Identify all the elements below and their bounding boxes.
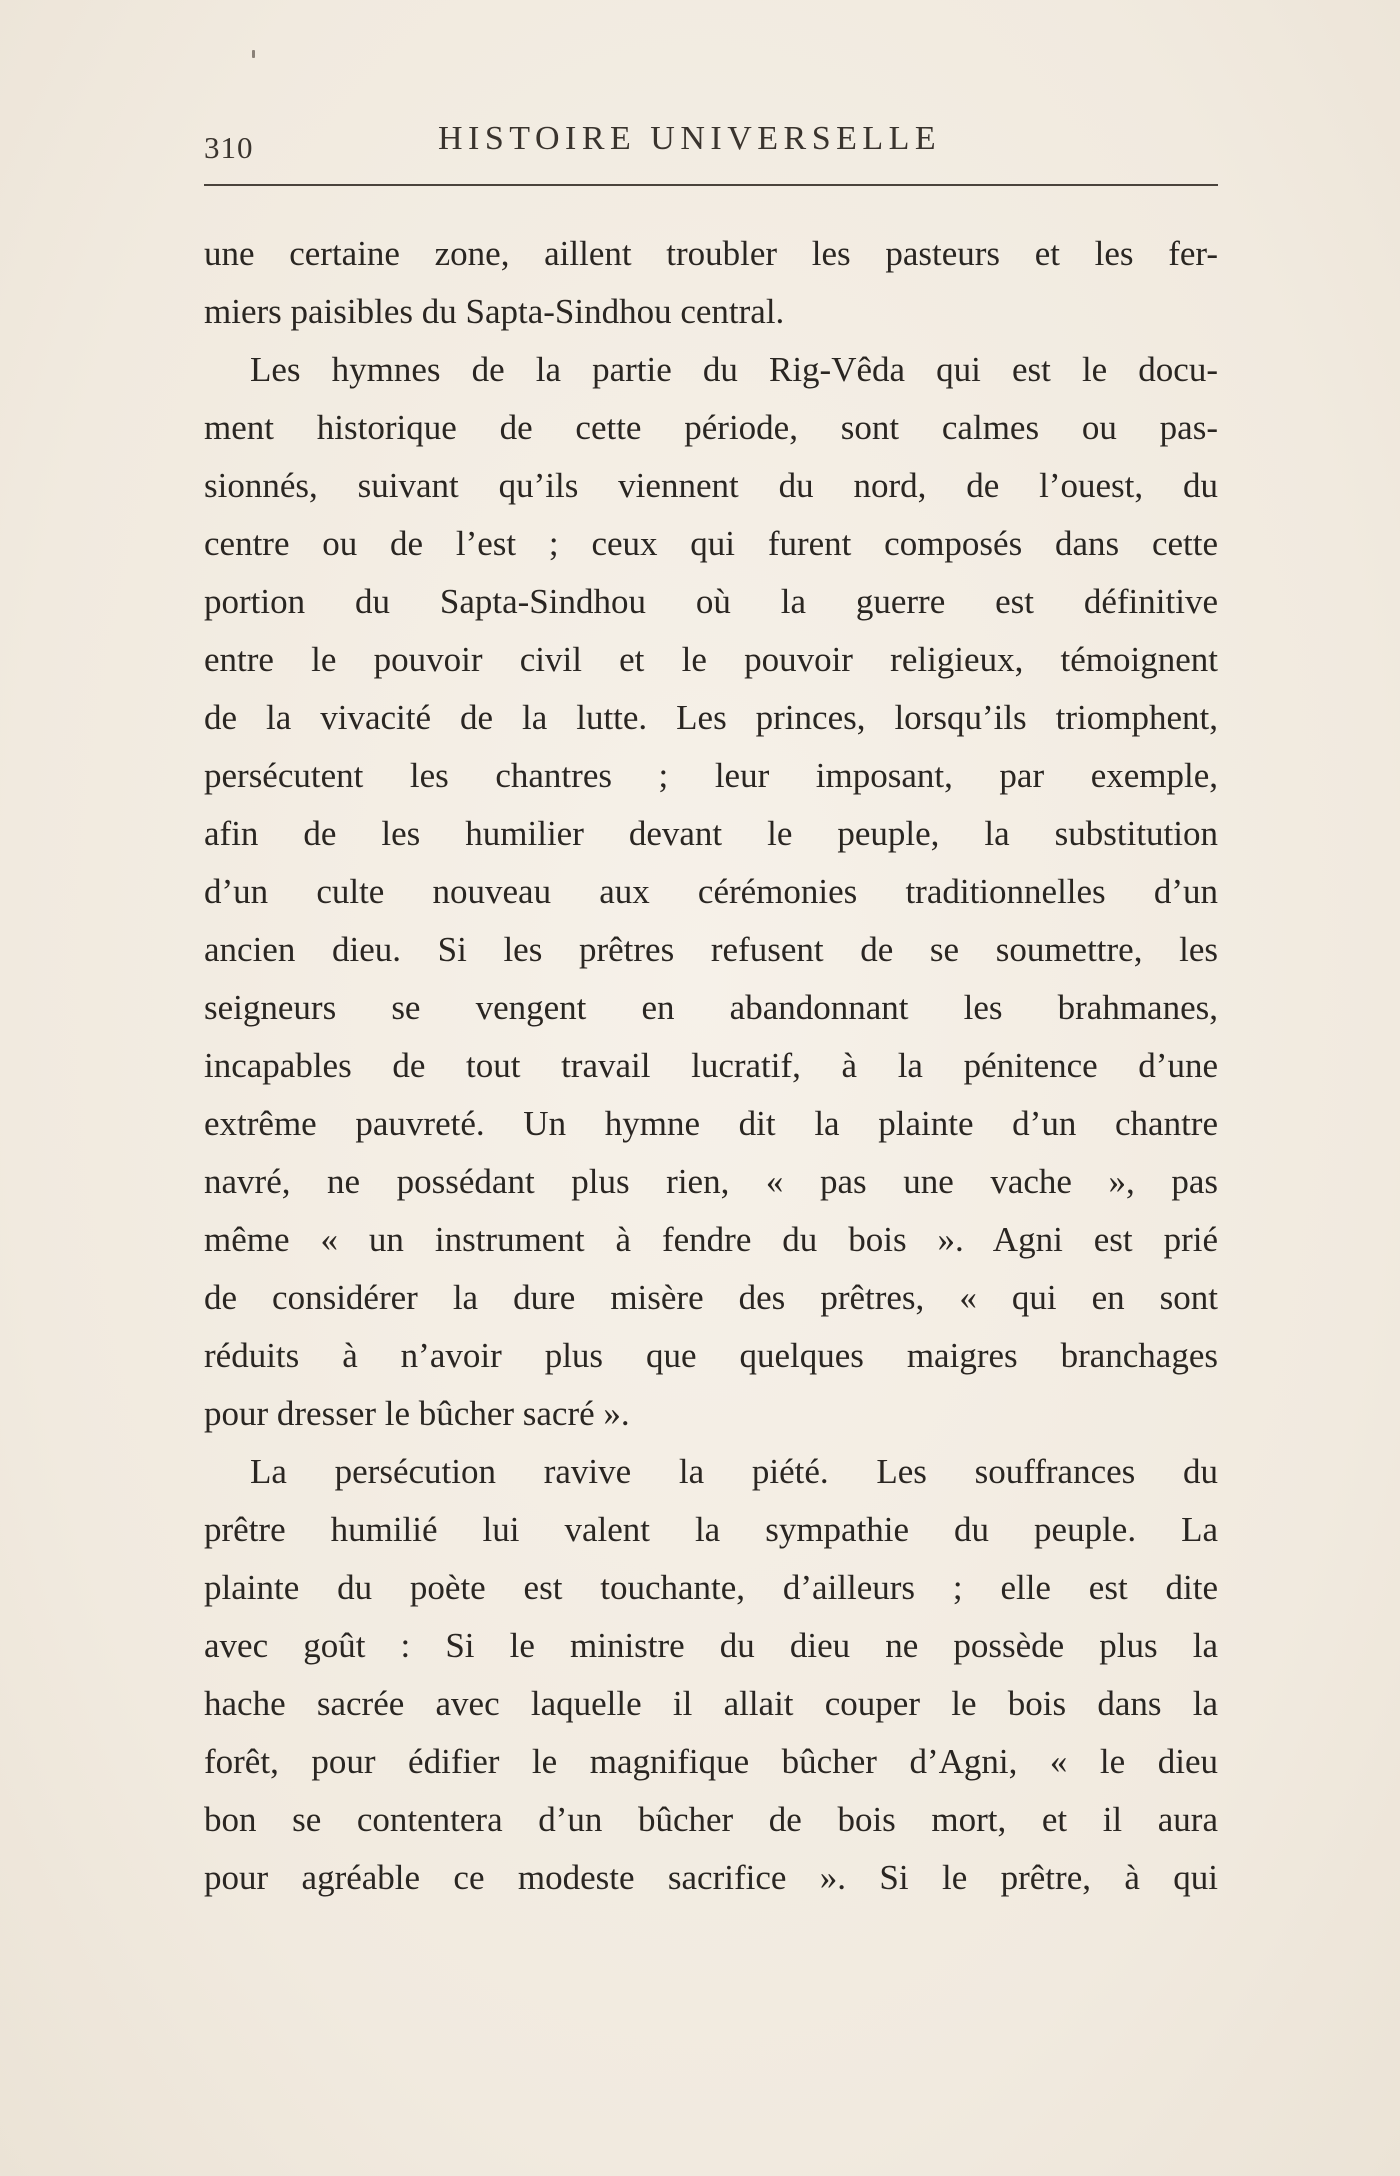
text-line: hache sacrée avec laquelle il allait couper le bois dans la <box>204 1684 1218 1723</box>
text-line: seigneurs se vengent en abandonnant les brahmanes, <box>204 988 1218 1027</box>
text-line: bon se contentera d’un bûcher de bois mort, et il aura <box>204 1800 1218 1839</box>
printer-mark <box>252 50 255 58</box>
text-line: avec goût : Si le ministre du dieu ne possède plus la <box>204 1626 1218 1665</box>
text-line: navré, ne possédant plus rien, « pas une vache », pas <box>204 1162 1218 1201</box>
header-rule <box>204 184 1218 186</box>
paragraph-first-line: Les hymnes de la partie du Rig-Vêda qui est le docu- <box>250 350 1218 389</box>
text-line: pour agréable ce modeste sacrifice ». Si le prêtre, à qui <box>204 1858 1218 1897</box>
text-line: de considérer la dure misère des prêtres, « qui en sont <box>204 1278 1218 1317</box>
text-line: ancien dieu. Si les prêtres refusent de se soumettre, les <box>204 930 1218 969</box>
body-text <box>204 225 1218 1907</box>
page-number: 310 <box>204 130 254 165</box>
text-line: d’un culte nouveau aux cérémonies traditionnelles d’un <box>204 872 1218 911</box>
page-header <box>204 120 1218 170</box>
text-line: centre ou de l’est ; ceux qui furent composés dans cette <box>204 524 1218 563</box>
text-line: de la vivacité de la lutte. Les princes, lorsqu’ils triomphent, <box>204 698 1218 737</box>
paragraph-first-line: La persécution ravive la piété. Les souffrances du <box>250 1452 1218 1491</box>
text-line: afin de les humilier devant le peuple, la substitution <box>204 814 1218 853</box>
text-line: une certaine zone, aillent troubler les pasteurs et les fer- <box>204 234 1218 273</box>
text-line: miers paisibles du Sapta-Sindhou central. <box>204 292 785 331</box>
text-line: ment historique de cette période, sont calmes ou pas- <box>204 408 1218 447</box>
text-line: persécutent les chantres ; leur imposant, par exemple, <box>204 756 1218 795</box>
text-line: entre le pouvoir civil et le pouvoir religieux, témoignent <box>204 640 1218 679</box>
text-line: forêt, pour édifier le magnifique bûcher d’Agni, « le dieu <box>204 1742 1218 1781</box>
text-line: même « un instrument à fendre du bois ». Agni est prié <box>204 1220 1218 1259</box>
text-line: incapables de tout travail lucratif, à la pénitence d’une <box>204 1046 1218 1085</box>
text-line: plainte du poète est touchante, d’ailleurs ; elle est dite <box>204 1568 1218 1607</box>
text-line: sionnés, suivant qu’ils viennent du nord, de l’ouest, du <box>204 466 1218 505</box>
running-title: HISTOIRE UNIVERSELLE <box>438 120 942 157</box>
text-line: réduits à n’avoir plus que quelques maigres branchages <box>204 1336 1218 1375</box>
text-line: prêtre humilié lui valent la sympathie du peuple. La <box>204 1510 1218 1549</box>
text-line: extrême pauvreté. Un hymne dit la plainte d’un chantre <box>204 1104 1218 1143</box>
text-line: pour dresser le bûcher sacré ». <box>204 1394 630 1433</box>
text-line: portion du Sapta-Sindhou où la guerre est définitive <box>204 582 1218 621</box>
